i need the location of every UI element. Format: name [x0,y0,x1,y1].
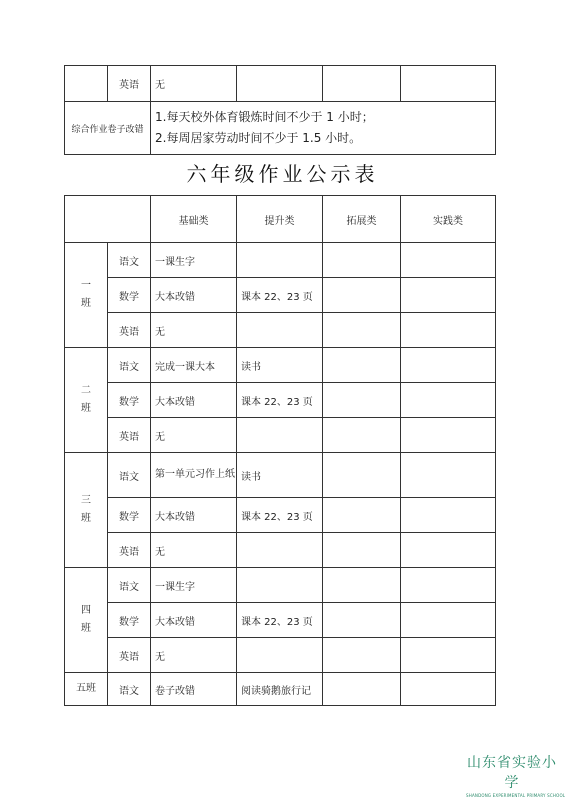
subject-cell: 语文 [108,453,151,498]
class-name-cell: 一 班 [65,243,108,348]
improve-cell: 课本 22、23 页 [237,383,323,418]
basic-cell: 无 [151,313,237,348]
corner-cell [65,196,151,243]
subject-cell: 数学 [108,383,151,418]
practice-cell [401,603,496,638]
subject-cell: 英语 [108,533,151,568]
subject-cell: 英语 [108,418,151,453]
header-basic: 基础类 [151,196,237,243]
subject-cell: 数学 [108,278,151,313]
practice-cell [401,638,496,673]
extend-cell [323,453,401,498]
extend-cell [323,673,401,706]
header-row [65,196,496,243]
practice-cell [401,568,496,603]
table-row [65,568,496,603]
improve-cell: 课本 22、23 页 [237,278,323,313]
table-row [65,313,496,348]
basic-cell: 大本改错 [151,383,237,418]
table-row [65,243,496,278]
extend-cell [323,278,401,313]
table-row [65,418,496,453]
basic-cell: 无 [151,66,237,102]
improve-cell [237,568,323,603]
practice-cell [401,66,496,102]
practice-cell [401,533,496,568]
subject-cell: 语文 [108,348,151,383]
subject-cell: 数学 [108,498,151,533]
table-row [65,102,496,155]
improve-cell: 阅读骑鹅旅行记 [237,673,323,706]
class-name-cell: 三 班 [65,453,108,568]
table-row [65,348,496,383]
practice-cell [401,243,496,278]
table-row [65,66,496,102]
extend-cell [323,498,401,533]
note-line: 2.每周居家劳动时间不少于 1.5 小时。 [155,131,362,145]
extend-cell [323,383,401,418]
class-name-cell: 五班 [65,673,108,706]
header-practice: 实践类 [401,196,496,243]
improve-cell [237,66,323,102]
basic-cell: 无 [151,533,237,568]
basic-cell: 一课生字 [151,568,237,603]
note-line: 1.每天校外体育锻炼时间不少于 1 小时； [155,110,374,124]
page-title: 六年级作业公示表 [186,162,379,186]
basic-cell: 第一单元习作上纸 [151,453,237,498]
table-row [65,278,496,313]
table-row [65,673,496,706]
notes-cell [151,102,496,155]
table-row [65,533,496,568]
practice-cell [401,673,496,706]
extend-cell [323,568,401,603]
table-row [65,603,496,638]
subject-cell: 语文 [108,568,151,603]
basic-cell: 一课生字 [151,243,237,278]
basic-cell: 完成一课大本 [151,348,237,383]
homework-table [64,195,496,706]
header-improve: 提升类 [237,196,323,243]
basic-cell: 大本改错 [151,603,237,638]
improve-cell [237,418,323,453]
extend-cell [323,243,401,278]
extend-cell [323,638,401,673]
basic-cell: 大本改错 [151,498,237,533]
improve-cell: 课本 22、23 页 [237,498,323,533]
practice-cell [401,383,496,418]
subject-cell: 数学 [108,603,151,638]
extend-cell [323,313,401,348]
logo-chinese-name: 山东省实验小学 [467,755,557,791]
comprehensive-label: 综合作业卷子改错 [65,102,151,155]
subject-cell: 英语 [108,313,151,348]
practice-cell [401,418,496,453]
table-row [65,453,496,498]
improve-cell: 课本 22、23 页 [237,603,323,638]
basic-cell: 大本改错 [151,278,237,313]
class-cell [65,66,108,102]
practice-cell [401,498,496,533]
class-name-cell: 四 班 [65,568,108,673]
practice-cell [401,313,496,348]
subject-cell: 英语 [108,638,151,673]
basic-cell: 无 [151,638,237,673]
header-extend: 拓展类 [323,196,401,243]
previous-grade-table [64,65,496,155]
class-name-cell: 二 班 [65,348,108,453]
extend-cell [323,418,401,453]
table-row [65,383,496,418]
improve-cell [237,243,323,278]
improve-cell: 读书 [237,453,323,498]
extend-cell [323,533,401,568]
logo-english-name: SHANDONG EXPERIMENTAL PRIMARY SCHOOL [466,793,565,798]
extend-cell [323,348,401,383]
practice-cell [401,278,496,313]
improve-cell: 读书 [237,348,323,383]
improve-cell [237,638,323,673]
subject-cell: 语文 [108,243,151,278]
improve-cell [237,533,323,568]
subject-cell: 英语 [108,66,151,102]
table-row [65,498,496,533]
improve-cell [237,313,323,348]
practice-cell [401,348,496,383]
school-logo [466,752,565,798]
extend-cell [323,66,401,102]
basic-cell: 无 [151,418,237,453]
subject-cell: 语文 [108,673,151,706]
practice-cell [401,453,496,498]
table-row [65,638,496,673]
extend-cell [323,603,401,638]
basic-cell: 卷子改错 [151,673,237,706]
